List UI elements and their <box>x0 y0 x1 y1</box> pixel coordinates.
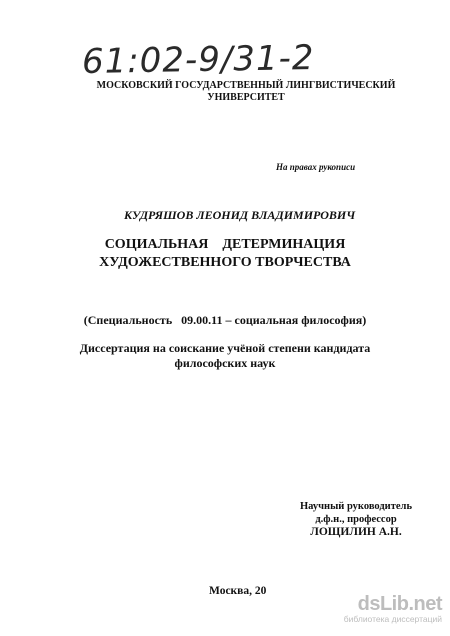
university-line-1: МОСКОВСКИЙ ГОСУДАРСТВЕННЫЙ ЛИНГВИСТИЧЕСКИЙ <box>96 80 396 91</box>
specialty-line: (Специальность 09.00.11 – социальная философия) <box>83 313 367 327</box>
dslib-watermark <box>342 594 442 624</box>
advisor-role: Научный руководитель <box>300 501 412 512</box>
city-year: Москва, 20 <box>209 585 267 597</box>
university-name <box>96 80 396 104</box>
watermark-logo: dsLib.net <box>357 593 442 615</box>
title-line-2: ХУДОЖЕСТВЕННОГО ТВОРЧЕСТВА <box>99 255 351 270</box>
degree-line-1: Диссертация на соискание учёной степени кандидата <box>79 341 371 355</box>
handwritten-library-code: 61:02-9/31-2 <box>81 37 315 83</box>
university-line-2: УНИВЕРСИТЕТ <box>207 92 285 103</box>
degree-statement <box>0 341 450 371</box>
dissertation-title <box>0 236 450 272</box>
manuscript-rights-note: На правах рукописи <box>276 162 356 172</box>
watermark-subtitle: библиотека диссертаций <box>343 614 442 624</box>
advisor-name: ЛОЩИЛИН А.Н. <box>310 526 402 538</box>
author-name: КУДРЯШОВ ЛЕОНИД ВЛАДИМИРОВИЧ <box>124 208 356 222</box>
scientific-advisor <box>300 500 412 539</box>
degree-line-2: философских наук <box>174 356 276 370</box>
title-line-1: СОЦИАЛЬНАЯ ДЕТЕРМИНАЦИЯ <box>104 237 346 252</box>
advisor-degree: д.ф.н., профессор <box>315 514 397 525</box>
